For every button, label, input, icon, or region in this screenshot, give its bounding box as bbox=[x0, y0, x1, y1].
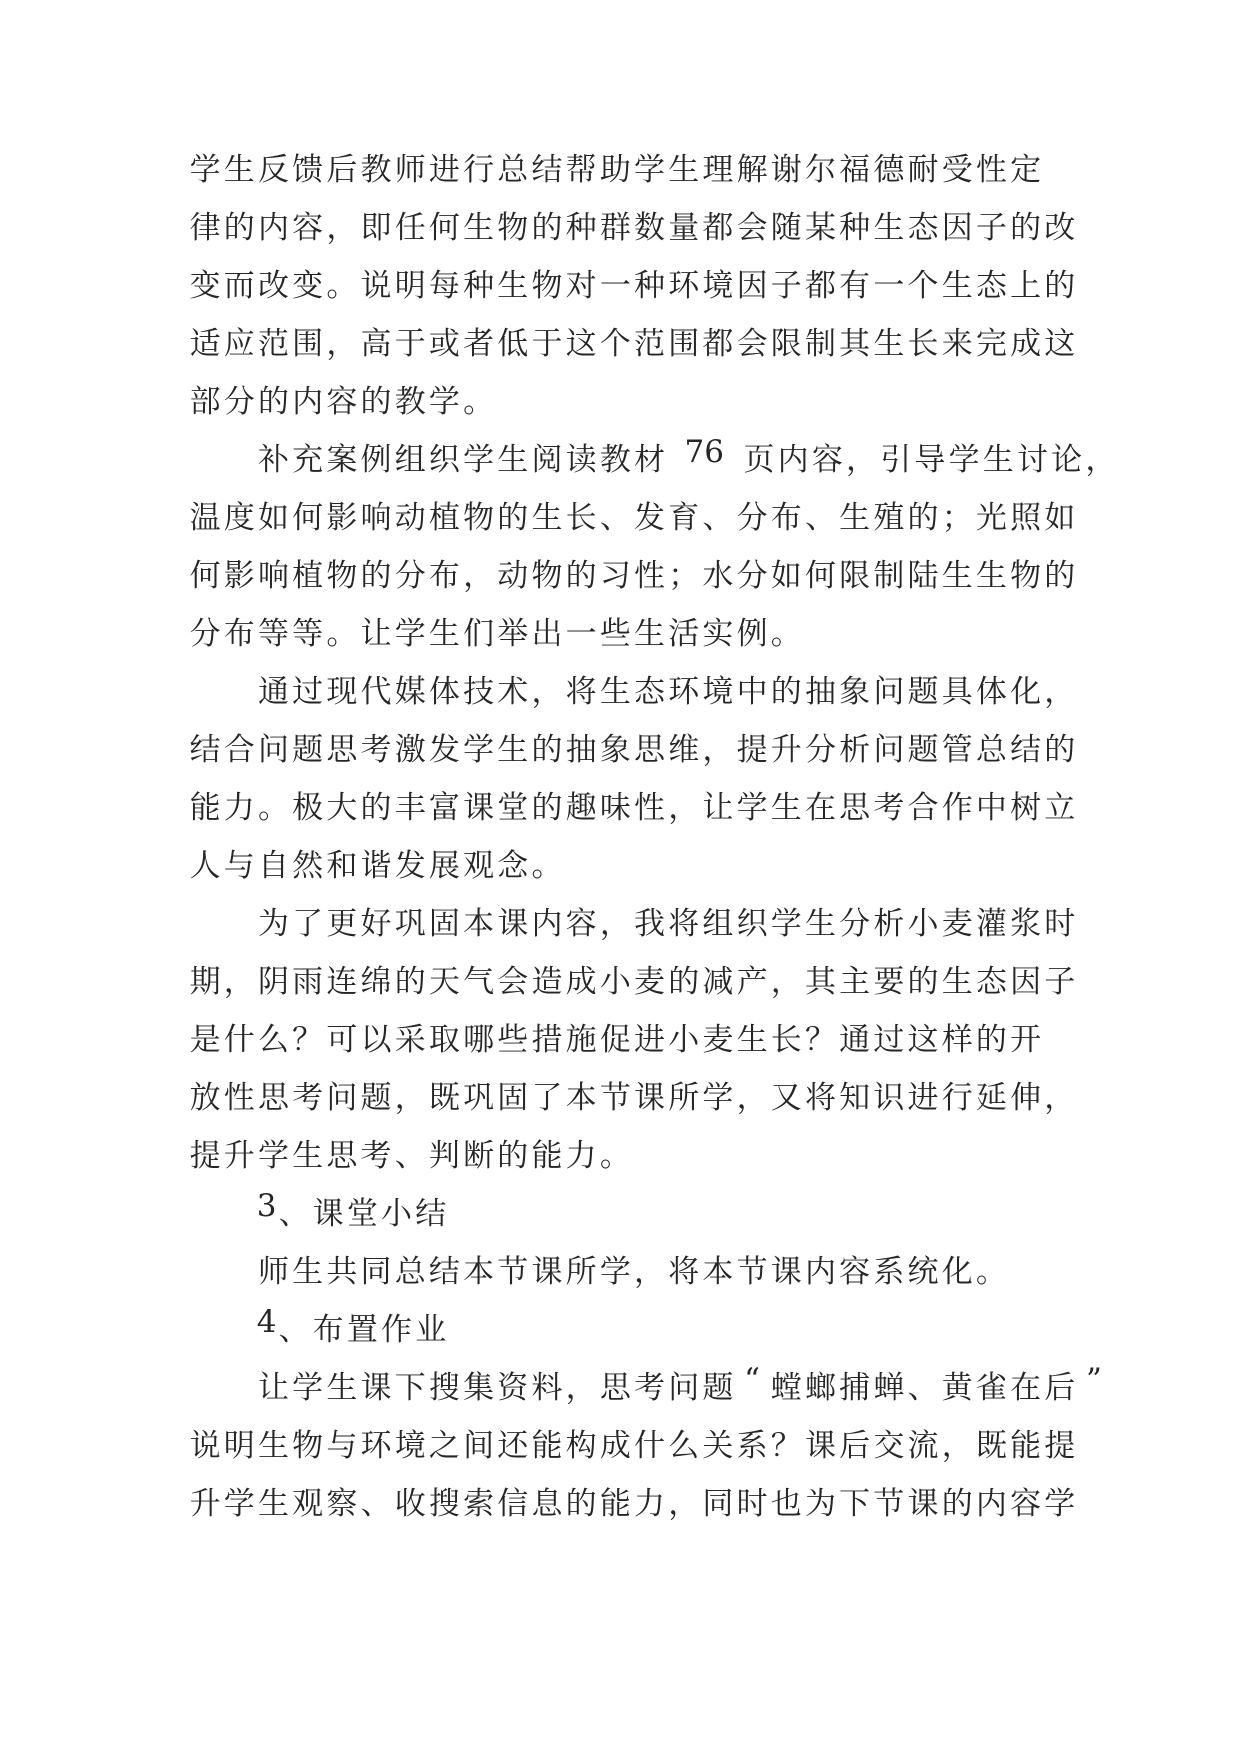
text-line bbox=[188, 1123, 632, 1181]
text-line-content: 3 、 课 堂 小 结 bbox=[256, 1187, 447, 1232]
text-line-content: 是 什 么 ？ 可 以 采 取 哪 些 措 施 促 进 小 麦 生 长 ？ 通 过 这 样 的 开 bbox=[189, 1021, 1042, 1058]
text-line bbox=[188, 1413, 1077, 1471]
text-line-content: 说 明 生 物 与 环 境 之 间 还 能 构 成 什 么 关 系 ？ 课 后 交 流 ， 既 能 提 bbox=[189, 1427, 1076, 1464]
text-line bbox=[188, 601, 803, 659]
text-line-content: 分 布 等 等 。 让 学 生 们 举 出 一 些 生 活 实 例 。 bbox=[189, 615, 802, 652]
text-line bbox=[188, 949, 1077, 1007]
text-line bbox=[188, 253, 1077, 311]
text-line bbox=[188, 1471, 1077, 1529]
text-line bbox=[188, 1355, 1111, 1413]
text-line-content: 师 生 共 同 总 结 本 节 课 所 学 ， 将 本 节 课 内 容 系 统 化 。 bbox=[257, 1253, 1007, 1290]
text-line-content: 让 学 生 课 下 搜 集 资 料 ， 思 考 问 题 “ 螳 螂 捕 蝉 、 黄 雀 在 后 ” bbox=[257, 1361, 1102, 1406]
text-line bbox=[188, 137, 1043, 195]
text-line bbox=[188, 717, 1077, 775]
text-line-content: 放 性 思 考 问 题 ， 既 巩 固 了 本 节 课 所 学 ， 又 将 知 识 进 行 延 伸 ， bbox=[189, 1079, 1076, 1116]
text-line bbox=[188, 833, 564, 891]
text-line bbox=[188, 1297, 448, 1355]
text-line bbox=[188, 195, 1077, 253]
text-line bbox=[188, 1239, 1009, 1297]
text-line bbox=[188, 427, 1118, 485]
text-line-content: 期 ， 阴 雨 连 绵 的 天 气 会 造 成 小 麦 的 减 产 ， 其 主 要 的 生 态 因 子 bbox=[189, 963, 1076, 1000]
text-line bbox=[188, 775, 1077, 833]
text-line bbox=[188, 485, 1077, 543]
text-line bbox=[188, 659, 1077, 717]
text-line bbox=[188, 369, 496, 427]
text-line-content: 4 、 布 置 作 业 bbox=[256, 1303, 447, 1348]
text-line bbox=[188, 1065, 1077, 1123]
text-line-content: 何 影 响 植 物 的 分 布 ， 动 物 的 习 性 ； 水 分 如 何 限 制 陆 生 生 物 的 bbox=[189, 557, 1076, 594]
text-line-content: 人 与 自 然 和 谐 发 展 观 念 。 bbox=[189, 847, 563, 884]
text-line-content: 升 学 生 观 察 、 收 搜 索 信 息 的 能 力 ， 同 时 也 为 下 节 课 的 内 容 学 bbox=[189, 1485, 1076, 1522]
text-line bbox=[188, 1181, 448, 1239]
text-line-content: 律 的 内 容 ， 即 任 何 生 物 的 种 群 数 量 都 会 随 某 种 生 态 因 子 的 改 bbox=[189, 209, 1076, 246]
text-line-content: 适 应 范 围 ， 高 于 或 者 低 于 这 个 范 围 都 会 限 制 其 生 长 来 完 成 这 bbox=[189, 325, 1076, 362]
text-line bbox=[188, 1007, 1043, 1065]
text-line-content: 温 度 如 何 影 响 动 植 物 的 生 长 、 发 育 、 分 布 、 生 殖 的 ； 光 照 如 bbox=[189, 499, 1076, 536]
text-line bbox=[188, 311, 1077, 369]
text-line-content: 结 合 问 题 思 考 激 发 学 生 的 抽 象 思 维 ， 提 升 分 析 问 题 管 总 结 的 bbox=[189, 731, 1076, 768]
text-line-content: 能 力 。 极 大 的 丰 富 课 堂 的 趣 味 性 ， 让 学 生 在 思 考 合 作 中 树 立 bbox=[189, 789, 1076, 826]
text-line-content: 变 而 改 变 。 说 明 每 种 生 物 对 一 种 环 境 因 子 都 有 一 个 生 态 上 的 bbox=[189, 267, 1076, 304]
text-line bbox=[188, 543, 1077, 601]
text-line-content: 通 过 现 代 媒 体 技 术 ， 将 生 态 环 境 中 的 抽 象 问 题 具 体 化 ， bbox=[257, 673, 1076, 710]
text-line-content: 部 分 的 内 容 的 教 学 。 bbox=[189, 383, 495, 420]
text-line-content: 补 充 案 例 组 织 学 生 阅 读 教 材 76 页 内 容 ， 引 导 学 生 讨 论 ， bbox=[257, 433, 1117, 478]
text-line-content: 提 升 学 生 思 考 、 判 断 的 能 力 。 bbox=[189, 1137, 631, 1174]
text-line-content: 学 生 反 馈 后 教 师 进 行 总 结 帮 助 学 生 理 解 谢 尔 福 德 耐 受 性 定 bbox=[189, 151, 1042, 188]
text-line-content: 为 了 更 好 巩 固 本 课 内 容 ， 我 将 组 织 学 生 分 析 小 麦 灌 浆 时 bbox=[257, 905, 1076, 942]
text-line bbox=[188, 891, 1077, 949]
